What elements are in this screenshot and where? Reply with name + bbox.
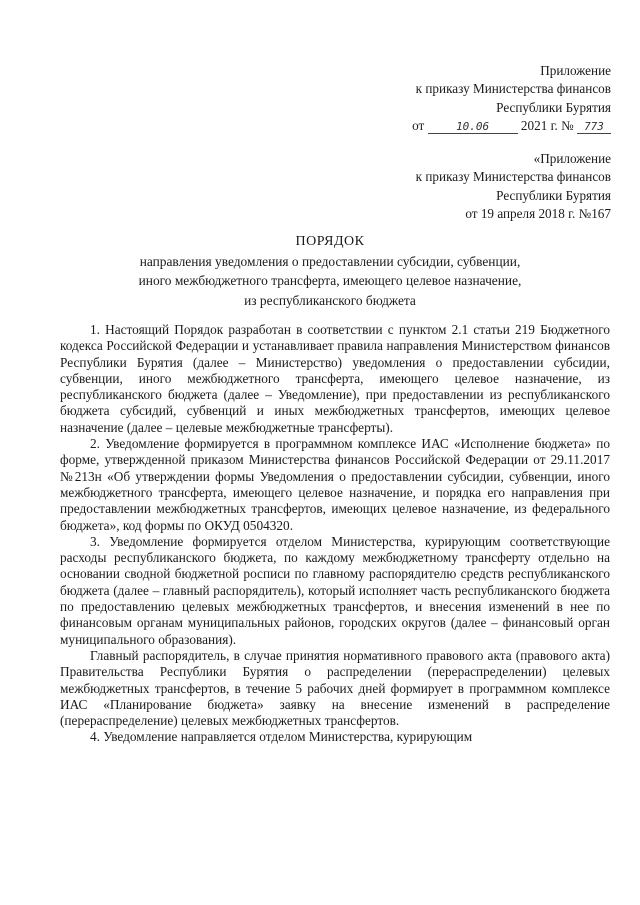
appendix-header (412, 62, 611, 135)
document-body (60, 322, 610, 746)
paragraph-3-cont: Главный распорядитель, в случае принятия нормативного правового акта (правового акта) Правительства Республики Бурятия о распределении (перераспределении) целевых межбюджетных трансфертов, в течение 5 рабочих дней формирует в программном комплексе ИАС «Планирование бюджета» заявку на внесение изменений в распределение (перераспределение) целевых межбюджетных трансфертов. (60, 647, 610, 729)
prev-order-reference: к приказу Министерства финансов (415, 169, 611, 185)
title-line-3: из республиканского бюджета (244, 292, 416, 308)
prev-order-date: от 19 апреля 2018 г. №167 (465, 205, 611, 221)
title-heading: ПОРЯДОК (295, 234, 365, 249)
appendix-label: Приложение (540, 63, 611, 78)
prev-appendix-label: «Приложение (533, 151, 611, 166)
ministry-region: Республики Бурятия (496, 99, 611, 115)
title-line-1: направления уведомления о предоставлении субсидии, субвенции, (139, 253, 521, 269)
order-date-line (412, 117, 611, 135)
previous-appendix-header (416, 150, 611, 223)
date-prefix: от (412, 117, 425, 133)
document-title (60, 232, 600, 310)
paragraph-2: 2. Уведомление формируется в программном комплексе ИАС «Исполнение бюджета» по форме, утвержденной приказом Министерства финансов Российской Федерации от 29.11.2017 №213н «Об утверждении формы Уведомления о предоставлении субсидии, субвенции, иного межбюджетного трансферта, имеющего целевое назначение, и порядка его направления при предоставлении межбюджетных трансфертов, имеющих целевое назначение, из федерального бюджета», код формы по ОКУД 0504320. (60, 436, 610, 533)
prev-ministry-region: Республики Бурятия (496, 187, 611, 203)
paragraph-3: 3. Уведомление формируется отделом Министерства, курирующим соответствующие расходы республиканского бюджета, по каждому межбюджетному трансферту отдельно на основании сводной бюджетной росписи по главному распорядителю средств республиканского бюджета (далее – главный распорядитель), который исполняет часть республиканского бюджета по предоставлению целевых межбюджетных трансфертов, и внесения изменений в нее по финансовым органам муниципальных районов, городских округов (далее – финансовый орган муниципального образования). (60, 533, 610, 647)
date-suffix: 2021 г. № (520, 117, 574, 133)
order-reference: к приказу Министерства финансов (415, 81, 611, 97)
paragraph-1: 1. Настоящий Порядок разработан в соответствии с пунктом 2.1 статьи 219 Бюджетного кодекса Российской Федерации и устанавливает правила направления Министерством финансов Республики Бурятия (далее – Министерство) уведомления о предоставлении субсидии, субвенции, иного межбюджетного трансферта, имеющего целевое назначение, из республиканского бюджета (далее – Уведомление), при предоставлении из республиканского бюджета субсидий, субвенций и иных межбюджетных трансфертов, имеющих целевое назначение (далее – целевые межбюджетные трансферты). (60, 322, 610, 435)
handwritten-number: 773 (577, 120, 611, 134)
title-line-2: иного межбюджетного трансферта, имеющего целевое назначение, (138, 273, 522, 288)
handwritten-date: 10.06 (428, 120, 518, 134)
paragraph-4: 4. Уведомление направляется отделом Министерства, курирующим (90, 729, 473, 745)
